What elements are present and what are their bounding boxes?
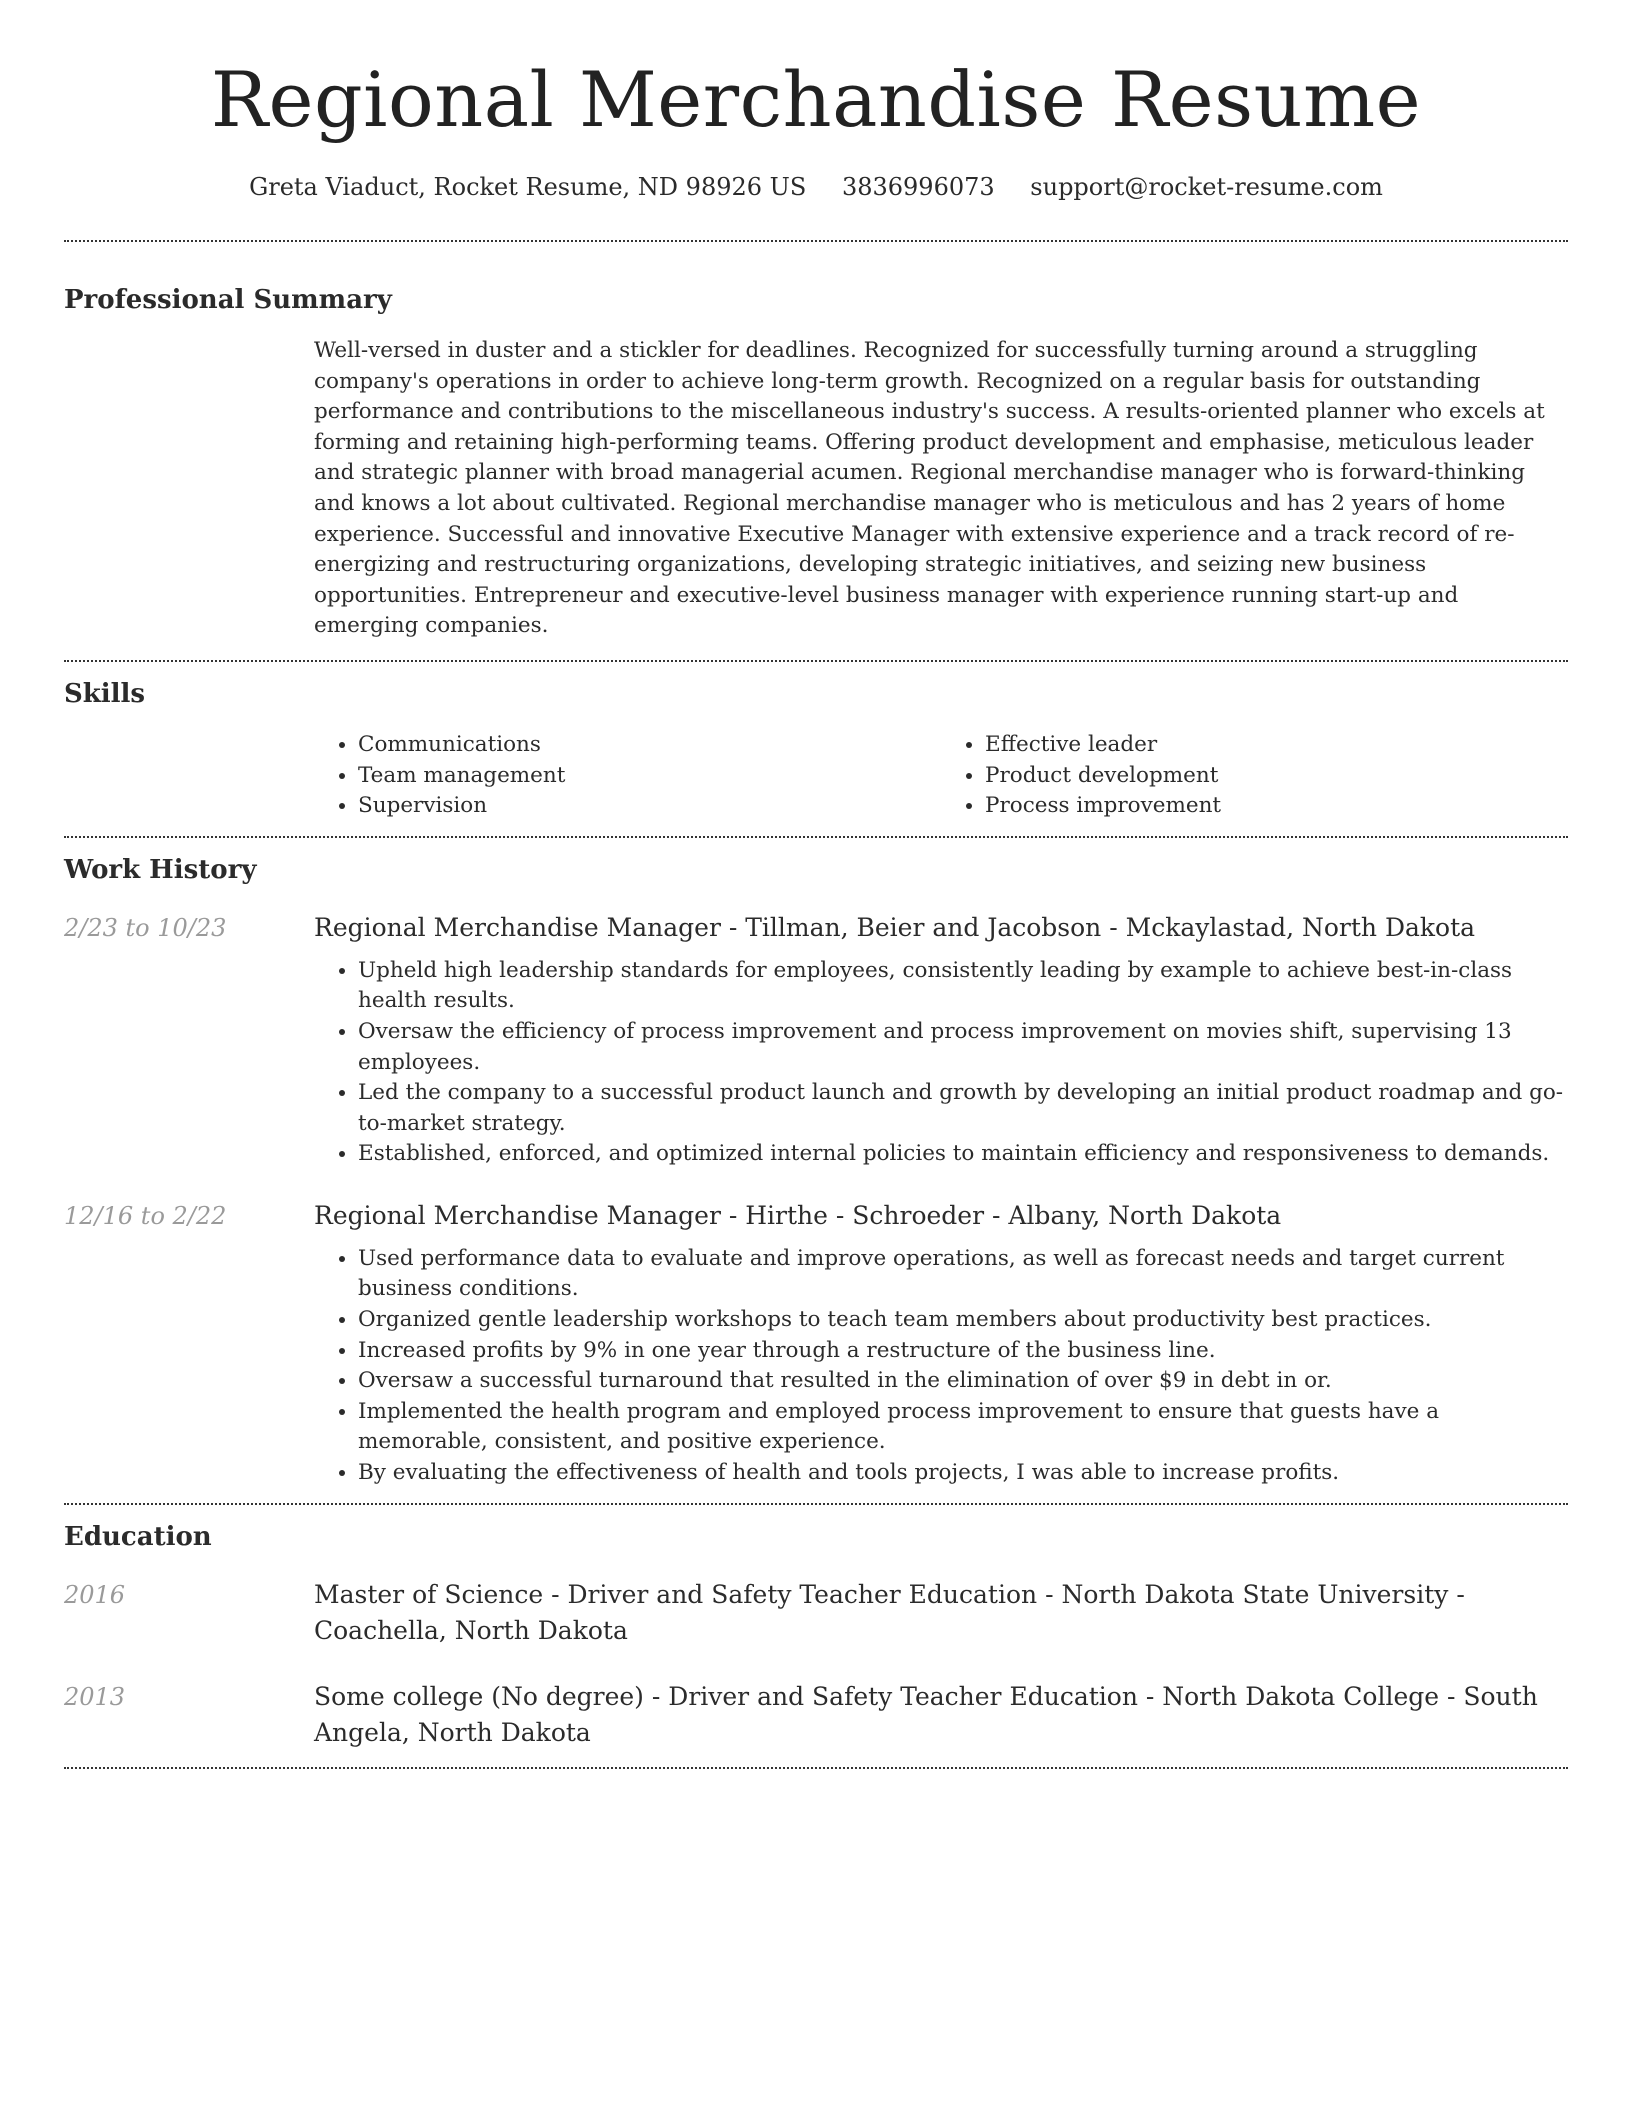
job-bullet: • By evaluating the effectiveness of health and tools projects, I was able to increase profits.	[358, 1458, 1568, 1489]
divider	[64, 1767, 1568, 1769]
skill-item: • Team management	[358, 761, 941, 792]
contact-phone: 3836996073	[841, 173, 995, 201]
skills-column-right	[941, 730, 1568, 822]
summary-section	[64, 282, 1568, 660]
job-bullet: • Used performance data to evaluate and improve operations, as well as forecast needs and target current business conditions.	[358, 1244, 1568, 1305]
job-heading: Regional Merchandise Manager - Hirthe - Schroeder - Albany, North Dakota	[314, 1200, 1282, 1230]
skill-item: • Communications	[358, 730, 941, 761]
job-bullet: • Led the company to a successful product launch and growth by developing an initial product roadmap and go-to-market strategy.	[358, 1078, 1568, 1139]
summary-heading: Professional Summary	[64, 285, 392, 315]
resume-title: Regional Merchandise Resume	[210, 55, 1422, 144]
job-bullet: • Implemented the health program and employed process improvement to ensure that guests have a memorable, consistent, and positive experience.	[358, 1397, 1568, 1458]
contact-address: Greta Viaduct, Rocket Resume, ND 98926 US	[249, 173, 807, 201]
skills-list	[314, 730, 1568, 822]
job-entry	[64, 910, 1568, 1170]
job-bullet: • Established, enforced, and optimized internal policies to maintain efficiency and responsiveness to demands.	[358, 1139, 1568, 1170]
divider	[64, 660, 1568, 662]
education-heading-line: Some college (No degree) - Driver and Safety Teacher Education - North Dakota College - South Angela, North Dakota	[314, 1681, 1538, 1747]
divider	[64, 1503, 1568, 1505]
education-entry	[64, 1679, 1568, 1751]
job-bullet: • Increased profits by 9% in one year through a restructure of the business line.	[358, 1336, 1568, 1367]
work-section	[64, 852, 1568, 1503]
contact-email: support@rocket-resume.com	[1030, 173, 1383, 201]
education-section	[64, 1519, 1568, 1751]
skill-item: • Product development	[985, 761, 1568, 792]
skill-item: • Supervision	[358, 791, 941, 822]
skills-heading: Skills	[64, 678, 146, 709]
job-bullet: • Upheld high leadership standards for employees, consistently leading by example to achieve best-in-class health results.	[358, 956, 1568, 1017]
skills-section	[64, 676, 1568, 836]
job-dates: 12/16 to 2/22	[64, 1201, 227, 1230]
skill-item: • Process improvement	[985, 791, 1568, 822]
job-bullets	[314, 956, 1568, 1170]
work-heading: Work History	[64, 854, 257, 885]
job-heading: Regional Merchandise Manager - Tillman, Beier and Jacobson - Mckaylastad, North Dakota	[314, 912, 1476, 942]
divider	[64, 836, 1568, 838]
contact-line	[64, 170, 1568, 204]
divider	[64, 240, 1568, 242]
skills-column-left	[314, 730, 941, 822]
job-bullet: • Organized gentle leadership workshops to teach team members about productivity best practices.	[358, 1305, 1568, 1336]
job-entry	[64, 1198, 1568, 1503]
skill-item: • Effective leader	[985, 730, 1568, 761]
summary-text: Well-versed in duster and a stickler for deadlines. Recognized for successfully turning around a struggling company's operations in order to achieve long-term growth. Recognized on a regular basis for outstanding performance and contributions to the miscellaneous industry's success. A results-oriented planner who excels at forming and retaining high-performing teams. Offering product development and emphasise, meticulous leader and strategic planner with broad managerial acumen. Regional merchandise manager who is forward-thinking and knows a lot about cultivated. Regional merchandise manager who is meticulous and has 2 years of home experience. Successful and innovative Executive Manager with extensive experience and a track record of re-energizing and restructuring organizations, developing strategic initiatives, and seizing new business opportunities. Entrepreneur and executive-level business manager with experience running start-up and emerging companies.	[314, 338, 1545, 639]
education-entry	[64, 1577, 1568, 1649]
job-bullets	[314, 1244, 1568, 1489]
education-heading-line: Master of Science - Driver and Safety Teacher Education - North Dakota State University - Coachella, North Dakota	[314, 1579, 1465, 1645]
job-bullet: • Oversaw the efficiency of process improvement and process improvement on movies shift, supervising 13 employees.	[358, 1017, 1568, 1078]
education-year: 2016	[64, 1580, 126, 1609]
education-year: 2013	[64, 1682, 126, 1711]
education-heading: Education	[64, 1521, 212, 1552]
job-bullet: • Oversaw a successful turnaround that resulted in the elimination of over $9 in debt in or.	[358, 1366, 1568, 1397]
job-dates: 2/23 to 10/23	[64, 913, 227, 942]
